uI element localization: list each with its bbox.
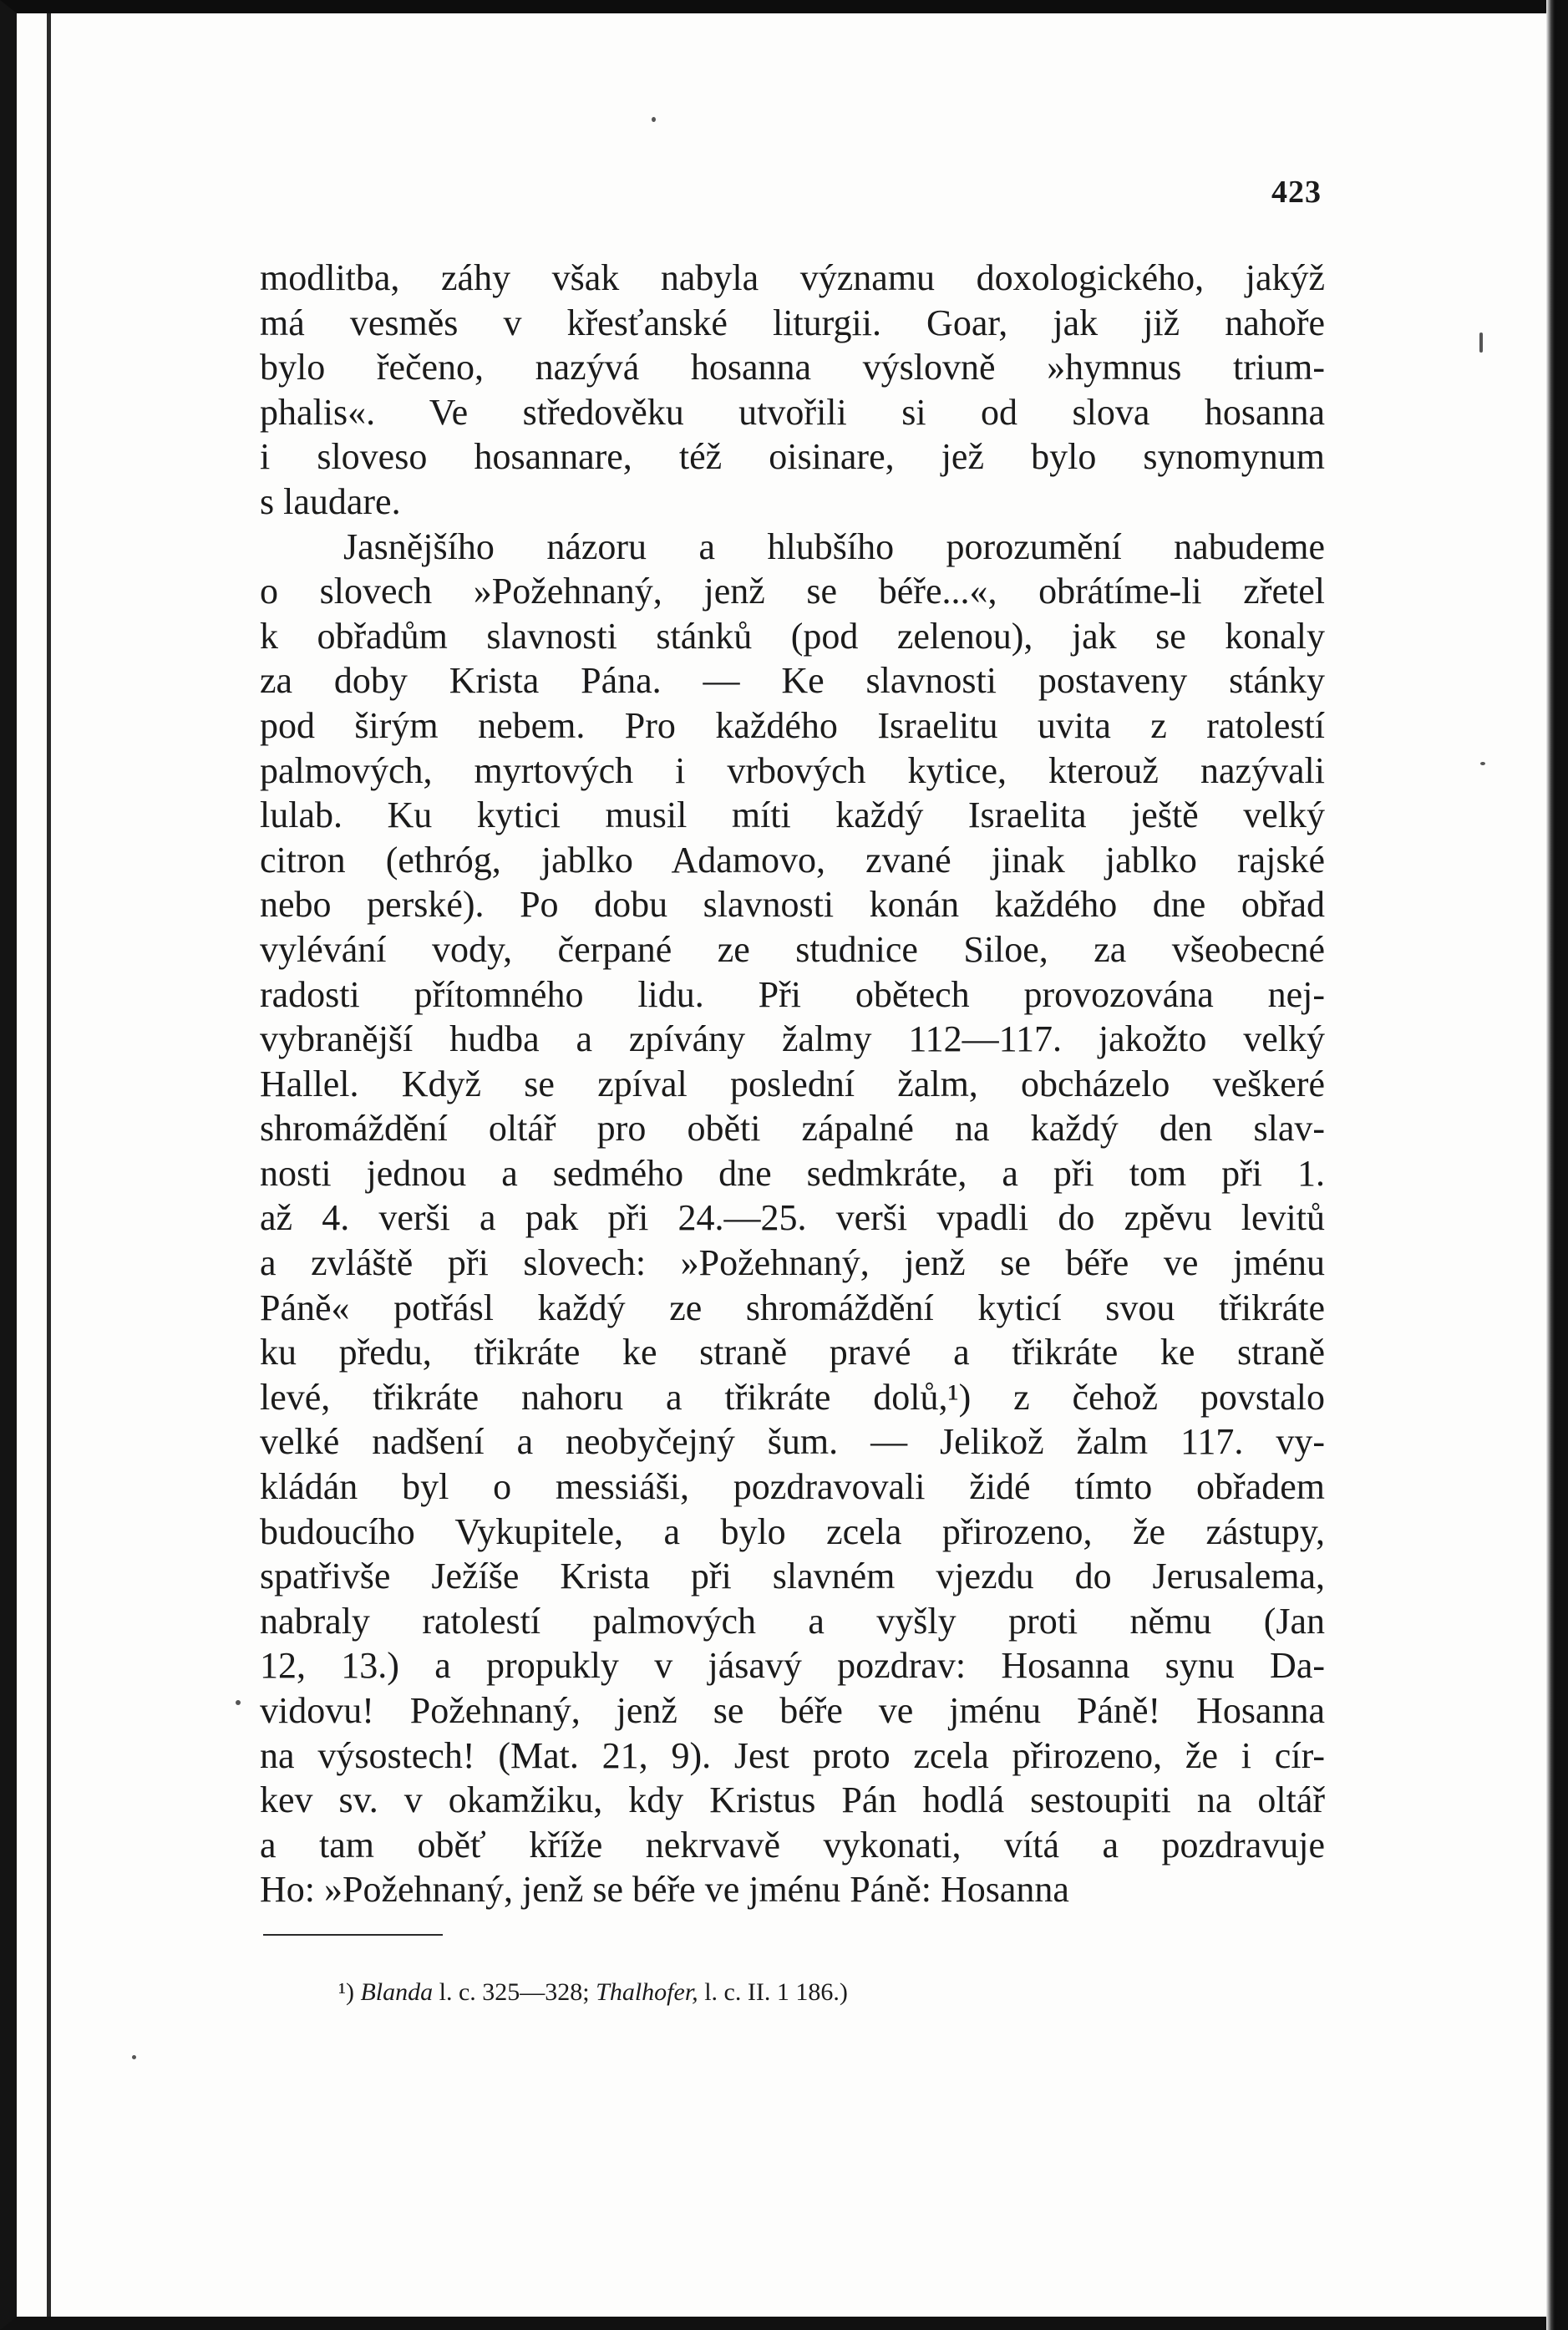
text-line: lulab. Ku kytici musil míti každý Israelita ještě velký [260, 794, 1325, 836]
text-line: budoucího Vykupitele, a bylo zcela přirozeno, že zástupy, [260, 1510, 1325, 1552]
text-line: velké nadšení a neobyčejný šum. — Jelikož žalm 117. vy- [260, 1421, 1325, 1463]
footnote-author: Thalhofer, [596, 1978, 698, 2006]
text-line: ku předu, třikráte ke straně pravé a třikráte ke straně [260, 1332, 1325, 1373]
scan-speck [236, 1700, 241, 1705]
scan-speck [652, 117, 656, 122]
text-line: pod širým nebem. Pro každého Israelitu uvita z ratolestí [260, 704, 1325, 746]
text-line: Hallel. Když se zpíval poslední žalm, obcházelo veškeré [260, 1063, 1325, 1104]
footnote-reference: l. c. 325—328; [433, 1978, 596, 2006]
text-line: modlitba, záhy však nabyla významu doxologického, jakýž [260, 257, 1325, 298]
text-line: nabraly ratolestí palmových a vyšly proti němu (Jan [260, 1600, 1325, 1642]
text-line: palmových, myrtových i vrbových kytice, kterouž nazývali [260, 749, 1325, 791]
text-line: shromáždění oltář pro oběti zápalné na každý den slav- [260, 1108, 1325, 1150]
text-line: za doby Krista Pána. — Ke slavnosti postaveny stánky [260, 660, 1325, 702]
text-line: citron (ethróg, jablko Adamovo, zvané jinak jablko rajské [260, 839, 1325, 881]
footnote-reference: l. c. II. 1 186.) [698, 1978, 848, 2006]
text-line: kev sv. v okamžiku, kdy Kristus Pán hodlá sestoupiti na oltář [260, 1779, 1325, 1821]
footnote-divider [263, 1934, 443, 1936]
text-line: spatřivše Ježíše Krista při slavném vjezdu do Jerusalema, [260, 1556, 1325, 1597]
scan-right-edge [1546, 0, 1568, 2330]
text-line: vylévání vody, čerpané ze studnice Siloe, za všeobecné [260, 928, 1325, 970]
text-line: radosti přítomného lidu. Při obětech provozována nej- [260, 973, 1325, 1015]
text-line: o slovech »Požehnaný, jenž se béře...«, obrátíme-li zřetel [260, 571, 1325, 612]
text-line: levé, třikráte nahoru a třikráte dolů,¹) z čehož povstalo [260, 1376, 1325, 1418]
text-line: a zvláště při slovech: »Požehnaný, jenž se béře ve jménu [260, 1242, 1325, 1284]
text-line: bylo řečeno, nazývá hosanna výslovně »hymnus trium- [260, 347, 1325, 388]
text-line: Jasnějšího názoru a hlubšího porozumění nabudeme [343, 525, 1325, 567]
page-number: 423 [1271, 175, 1322, 210]
text-line: k obřadům slavnosti stánků (pod zelenou), jak se konaly [260, 615, 1325, 657]
scan-speck [1479, 332, 1483, 353]
text-line: Páně« potřásl každý ze shromáždění kyticí svou třikráte [260, 1287, 1325, 1328]
text-line: a tam oběť kříže nekrvavě vykonati, vítá a pozdravuje [260, 1824, 1325, 1866]
text-line: phalis«. Ve středověku utvořili si od slova hosanna [260, 391, 1325, 433]
text-line: vybranější hudba a zpívány žalmy 112—117. jakožto velký [260, 1018, 1325, 1060]
text-line: i sloveso hosannare, též oisinare, jež bylo synomynum [260, 436, 1325, 478]
text-line: 12, 13.) a propukly v jásavý pozdrav: Hosanna synu Da- [260, 1645, 1325, 1687]
body-text [260, 256, 1325, 1912]
footnote-author: Blanda [360, 1978, 434, 2006]
text-line: Ho: »Požehnaný, jenž se béře ve jménu Páně: Hosanna [260, 1869, 1069, 1911]
text-line: má vesměs v křesťanské liturgii. Goar, jak již nahoře [260, 302, 1325, 343]
text-line: vidovu! Požehnaný, jenž se béře ve jménu Páně! Hosanna [260, 1690, 1325, 1731]
footnote [338, 1976, 848, 2009]
text-line: nebo perské). Po dobu slavnosti konán každého dne obřad [260, 884, 1325, 926]
scan-speck [132, 2055, 136, 2059]
text-line: kládán byl o messiáši, pozdravovali židé tímto obřadem [260, 1466, 1325, 1508]
text-line: až 4. verši a pak při 24.—25. verši vpadli do zpěvu levitů [260, 1197, 1325, 1239]
text-line: nosti jednou a sedmého dne sedmkráte, a při tom při 1. [260, 1152, 1325, 1194]
text-line: na výsostech! (Mat. 21, 9). Jest proto zcela přirozeno, že i cír- [260, 1734, 1325, 1776]
footnote-marker: ¹) [338, 1978, 354, 2006]
scan-speck [1480, 762, 1485, 765]
text-line: s laudare. [260, 480, 401, 522]
